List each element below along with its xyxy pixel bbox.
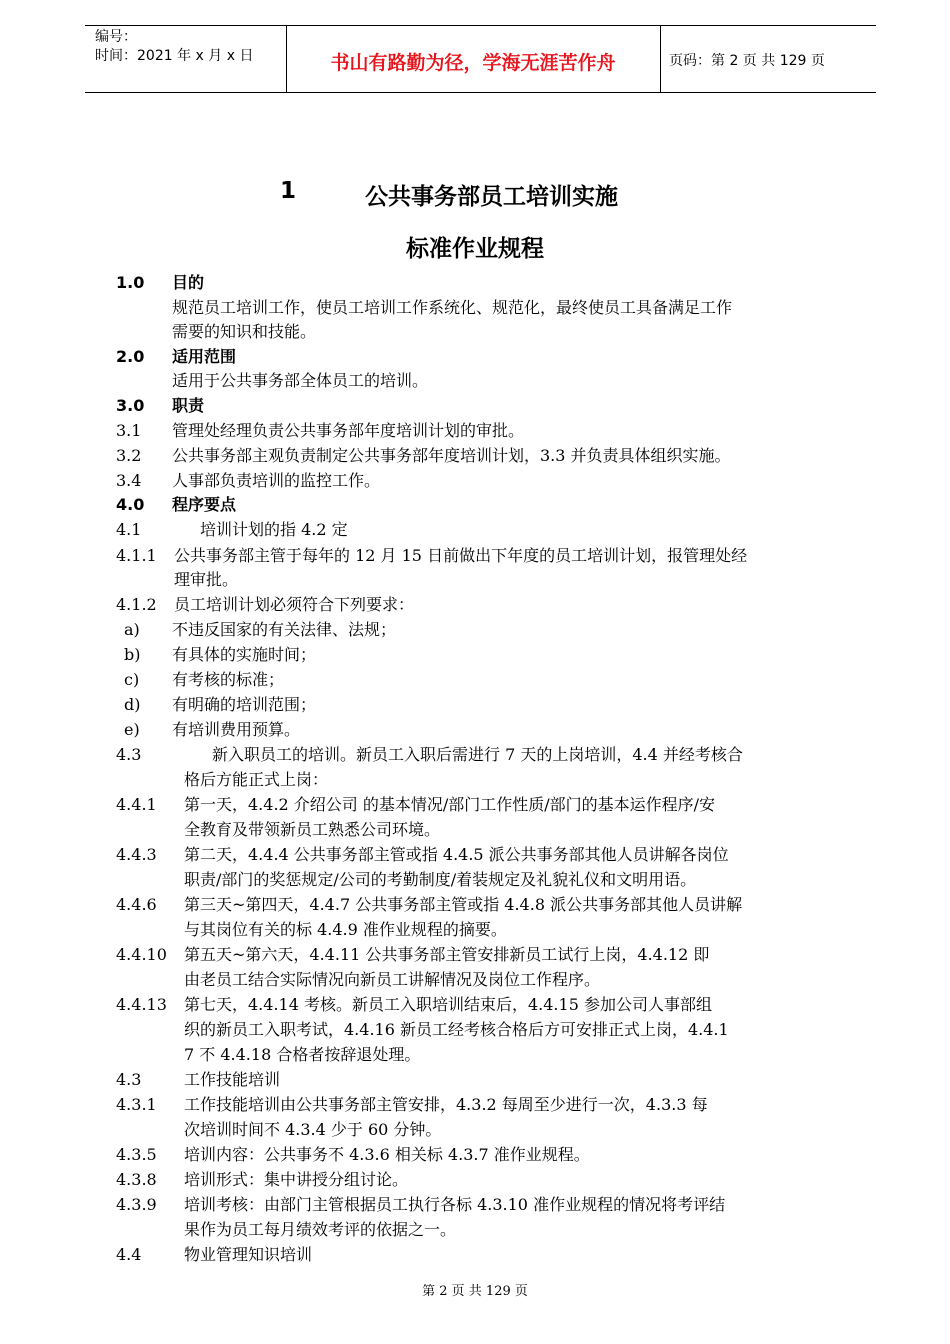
line-number: 4.1.2 [116, 595, 157, 614]
line-number: 4.4.1 [116, 795, 157, 814]
header-top-rule [85, 25, 876, 26]
line-number: 4.4 [116, 1245, 142, 1264]
line-text: 需要的知识和技能。 [172, 322, 317, 341]
line-text: 规范员工培训工作，使员工培训工作系统化、规范化，最终使员工具备满足工作 [172, 298, 733, 317]
line-text: 有明确的培训范围； [172, 695, 317, 714]
header-bottom-rule [85, 92, 876, 93]
line-number: 4.3.5 [116, 1145, 157, 1164]
line-number: 4.4.10 [116, 945, 167, 964]
line-number: 4.4.3 [116, 845, 157, 864]
line-text: 有具体的实施时间； [172, 645, 317, 664]
line-number: 4.3.8 [116, 1170, 157, 1189]
header-number-label: 编号： [95, 29, 137, 45]
header-time-label: 时间：2021 年 x 月 x 日 [95, 48, 254, 64]
line-number: 4.1 [116, 520, 142, 539]
line-text: 次培训时间不 4.3.4 少于 60 分钟。 [184, 1120, 442, 1139]
line-text: 全教育及带领新员工熟悉公司环境。 [184, 820, 441, 839]
line-text: 公共事务部主管于每年的 12 月 15 日前做出下年度的员工培训计划，报管理处经 [174, 546, 748, 565]
line-text: 第二天，4.4.4 公共事务部主管或指 4.4.5 派公共事务部其他人员讲解各岗位 [184, 845, 729, 864]
line-text: 程序要点 [172, 495, 237, 514]
line-number: 4.4.13 [116, 995, 167, 1014]
line-text: 管理处经理负责公共事务部年度培训计划的审批。 [172, 421, 525, 440]
line-number: 4.1.1 [116, 546, 157, 565]
line-text: 第七天，4.4.14 考核。新员工入职培训结束后，4.4.15 参加公司人事部组 [184, 995, 712, 1014]
line-number: 1.0 [116, 273, 145, 292]
line-text: 职责 [172, 396, 205, 415]
document-title-line2: 标准作业规程 [406, 236, 544, 262]
line-number: c) [124, 670, 140, 689]
line-number: 3.1 [116, 421, 142, 440]
line-text: 职责/部门的奖惩规定/公司的考勤制度/着装规定及礼貌礼仪和文明用语。 [184, 870, 697, 889]
line-number: e) [124, 720, 140, 739]
line-number: 3.2 [116, 446, 142, 465]
line-number: 4.3 [116, 1070, 142, 1089]
line-number: d) [124, 695, 141, 714]
line-text: 人事部负责培训的监控工作。 [172, 471, 381, 490]
line-number: 4.3.9 [116, 1195, 157, 1214]
line-text: 物业管理知识培训 [184, 1245, 313, 1264]
line-text: 不违反国家的有关法律、法规； [172, 620, 397, 639]
line-text: 第五天~第六天，4.4.11 公共事务部主管安排新员工试行上岗，4.4.12 即 [184, 945, 710, 964]
line-text: 工作技能培训由公共事务部主管安排，4.3.2 每周至少进行一次，4.3.3 每 [184, 1095, 708, 1114]
line-number: 4.0 [116, 495, 145, 514]
line-text: 由老员工结合实际情况向新员工讲解情况及岗位工作程序。 [184, 970, 601, 989]
line-number: 3.4 [116, 471, 142, 490]
title-number: 1 [280, 178, 297, 204]
line-text: 适用于公共事务部全体员工的培训。 [172, 371, 429, 390]
line-text: 培训计划的指 4.2 定 [200, 520, 348, 539]
line-text: 理审批。 [174, 570, 239, 589]
line-text: 与其岗位有关的标 4.4.9 准作业规程的摘要。 [184, 920, 507, 939]
line-text: 新入职员工的培训。新员工入职后需进行 7 天的上岗培训，4.4 并经考核合 [212, 745, 743, 764]
header-page-label: 页码：第 2 页 共 129 页 [669, 53, 825, 69]
line-number: 4.4.6 [116, 895, 157, 914]
line-text: 培训考核：由部门主管根据员工执行各标 4.3.10 准作业规程的情况将考评结 [184, 1195, 726, 1214]
line-text: 果作为员工每月绩效考评的依据之一。 [184, 1220, 457, 1239]
line-number: 4.3 [116, 745, 142, 764]
line-text: 公共事务部主观负责制定公共事务部年度培训计划，3.3 并负责具体组织实施。 [172, 446, 731, 465]
line-text: 目的 [172, 273, 205, 292]
line-number: 2.0 [116, 347, 145, 366]
header-motto: 书山有路勤为径，学海无涯苦作舟 [330, 52, 616, 74]
line-text: 织的新员工入职考试，4.4.16 新员工经考核合格后方可安排正式上岗，4.4.1 [184, 1020, 729, 1039]
line-number: a) [124, 620, 140, 639]
line-text: 员工培训计划必须符合下列要求： [174, 595, 415, 614]
line-text: 格后方能正式上岗： [184, 770, 329, 789]
page-footer: 第 2 页 共 129 页 [422, 1284, 528, 1299]
line-number: 4.3.1 [116, 1095, 157, 1114]
line-text: 有培训费用预算。 [172, 720, 301, 739]
line-text: 有考核的标准； [172, 670, 285, 689]
line-text: 第三天~第四天，4.4.7 公共事务部主管或指 4.4.8 派公共事务部其他人员讲解 [184, 895, 743, 914]
header-divider-right [660, 26, 661, 92]
line-number: 3.0 [116, 396, 145, 415]
header-meta [95, 28, 253, 66]
title-text: 公共事务部员工培训实施 [365, 184, 618, 210]
line-text: 7 不 4.4.18 合格者按辞退处理。 [184, 1045, 421, 1064]
line-text: 第一天，4.4.2 介绍公司 的基本情况/部门工作性质/部门的基本运作程序/安 [184, 795, 716, 814]
line-number: b) [124, 645, 141, 664]
line-text: 适用范围 [172, 347, 237, 366]
line-text: 培训形式：集中讲授分组讨论。 [184, 1170, 409, 1189]
line-text: 工作技能培训 [184, 1070, 281, 1089]
line-text: 培训内容：公共事务不 4.3.6 相关标 4.3.7 准作业规程。 [184, 1145, 590, 1164]
